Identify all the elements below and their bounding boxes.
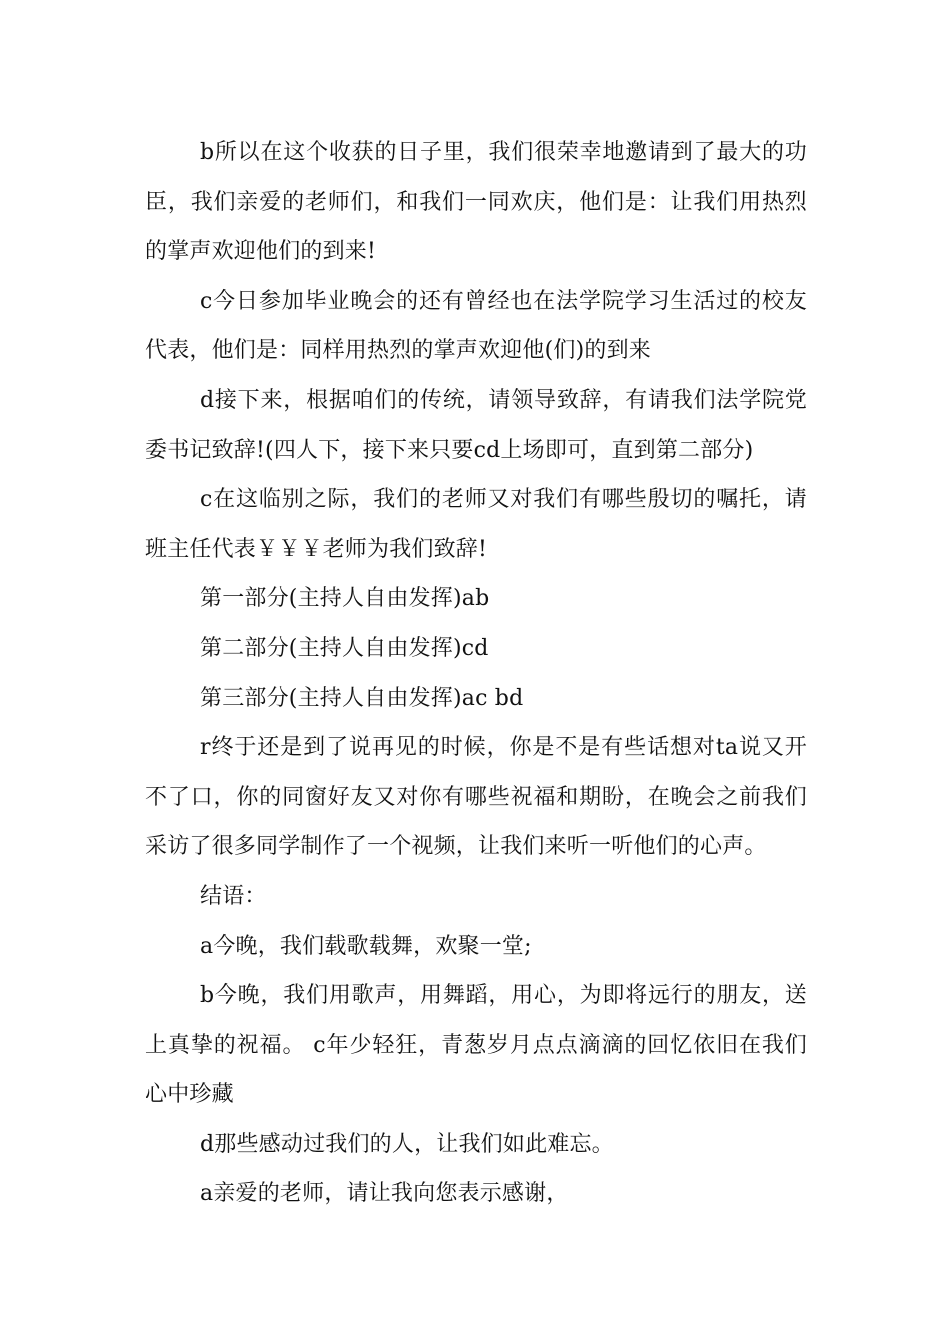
document-body [145, 128, 807, 1219]
paragraph-3: d接下来，根据咱们的传统，请领导致辞，有请我们法学院党委书记致辞!(四人下，接下来只要cd上场即可，直到第二部分) [145, 387, 807, 463]
paragraph-13: a亲爱的老师，请让我向您表示感谢， [200, 1181, 569, 1207]
paragraph-12: d那些感动过我们的人，让我们如此难忘。 [200, 1131, 614, 1157]
paragraph-1: b所以在这个收获的日子里，我们很荣幸地邀请到了最大的功臣，我们亲爱的老师们，和我们一同欢庆，他们是：让我们用热烈的掌声欢迎他们的到来! [145, 140, 807, 265]
paragraph-11: b今晚，我们用歌声，用舞蹈，用心，为即将远行的朋友，送上真挚的祝福。 c年少轻狂，青葱岁月点点滴滴的回忆依旧在我们心中珍藏 [145, 983, 807, 1108]
paragraph-4: c在这临别之际，我们的老师又对我们有哪些殷切的嘱托，请班主任代表￥￥￥老师为我们致辞! [145, 487, 807, 562]
paragraph-8: r终于还是到了说再见的时候，你是不是有些话想对ta说又开不了口，你的同窗好友又对你有哪些祝福和期盼，在晚会之前我们采访了很多同学制作了一个视频，让我们来听一听他们的心声。 [145, 735, 807, 860]
paragraph-9: 结语： [200, 883, 267, 909]
paragraph-2: c今日参加毕业晚会的还有曾经也在法学院学习生活过的校友代表，他们是：同样用热烈的掌声欢迎他(们)的到来 [145, 288, 807, 364]
paragraph-6: 第二部分(主持人自由发挥)cd [200, 635, 489, 661]
paragraph-5: 第一部分(主持人自由发挥)ab [200, 586, 490, 612]
paragraph-7: 第三部分(主持人自由发挥)ac bd [200, 685, 524, 711]
paragraph-10: a今晚，我们载歌载舞，欢聚一堂; [200, 933, 532, 959]
